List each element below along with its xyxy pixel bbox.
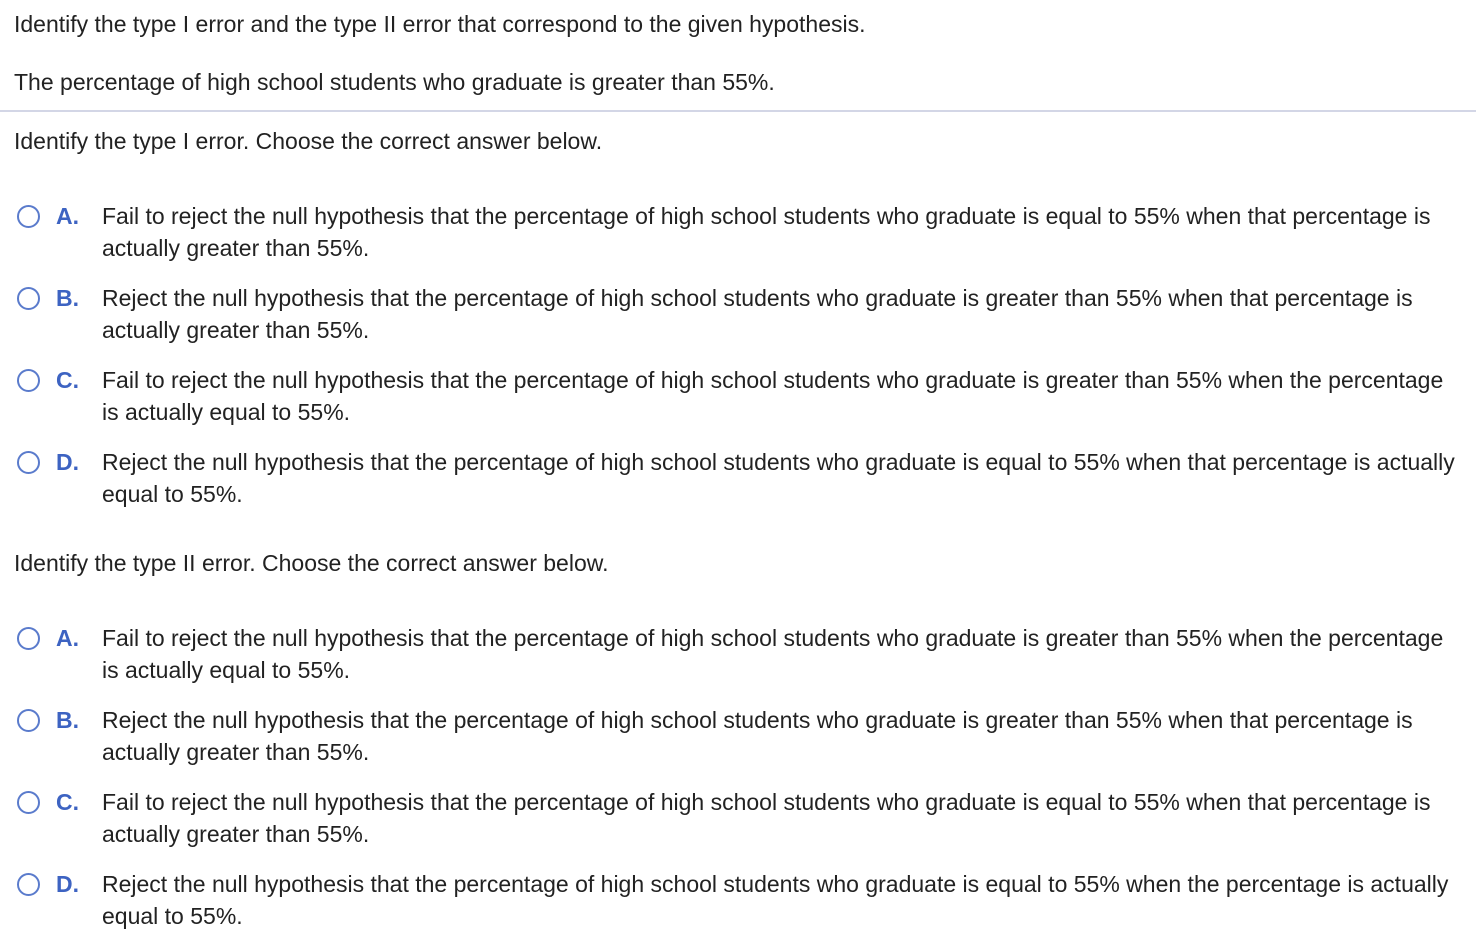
type-i-option-a[interactable] <box>0 200 1476 264</box>
radio-button[interactable] <box>17 287 40 310</box>
divider <box>0 110 1476 112</box>
option-text: Reject the null hypothesis that the percentage of high school students who graduate is greater than 55% when that percentage is actually greater than 55%. <box>102 707 1413 765</box>
option-text: Fail to reject the null hypothesis that the percentage of high school students who graduate is equal to 55% when that percentage is actually greater than 55%. <box>102 789 1431 847</box>
type-ii-option-d[interactable] <box>0 868 1476 932</box>
option-letter: C. <box>56 367 79 393</box>
type-ii-options <box>0 622 1476 932</box>
radio-button[interactable] <box>17 205 40 228</box>
type-i-option-c[interactable] <box>0 364 1476 428</box>
type-ii-option-b[interactable] <box>0 704 1476 768</box>
type-ii-prompt: Identify the type II error. Choose the correct answer below. <box>14 550 609 576</box>
option-text: Reject the null hypothesis that the percentage of high school students who graduate is greater than 55% when that percentage is actually greater than 55%. <box>102 285 1413 343</box>
radio-button[interactable] <box>17 873 40 896</box>
option-text: Fail to reject the null hypothesis that the percentage of high school students who graduate is greater than 55% when the percentage is actually equal to 55%. <box>102 367 1444 425</box>
type-i-option-d[interactable] <box>0 446 1476 510</box>
option-letter: D. <box>56 871 79 897</box>
radio-button[interactable] <box>17 709 40 732</box>
question-header <box>0 0 1476 98</box>
type-ii-error-section <box>0 547 1476 950</box>
type-i-error-section <box>0 125 1476 528</box>
radio-button[interactable] <box>17 627 40 650</box>
question-instruction: Identify the type I error and the type II error that correspond to the given hypothesis. <box>14 11 866 37</box>
radio-button[interactable] <box>17 451 40 474</box>
type-ii-option-c[interactable] <box>0 786 1476 850</box>
option-letter: A. <box>56 625 79 651</box>
type-i-prompt: Identify the type I error. Choose the correct answer below. <box>14 128 603 154</box>
option-text: Fail to reject the null hypothesis that the percentage of high school students who graduate is equal to 55% when that percentage is actually greater than 55%. <box>102 203 1431 261</box>
type-i-option-b[interactable] <box>0 282 1476 346</box>
type-ii-option-a[interactable] <box>0 622 1476 686</box>
option-text: Fail to reject the null hypothesis that the percentage of high school students who graduate is greater than 55% when the percentage is actually equal to 55%. <box>102 625 1444 683</box>
option-letter: B. <box>56 285 79 311</box>
option-text: Reject the null hypothesis that the percentage of high school students who graduate is equal to 55% when that percentage is actually equal to 55%. <box>102 449 1455 507</box>
type-i-options <box>0 200 1476 510</box>
option-letter: B. <box>56 707 79 733</box>
option-text: Reject the null hypothesis that the percentage of high school students who graduate is equal to 55% when the percentage is actually equal to 55%. <box>102 871 1449 929</box>
radio-button[interactable] <box>17 791 40 814</box>
option-letter: A. <box>56 203 79 229</box>
option-letter: D. <box>56 449 79 475</box>
hypothesis-statement: The percentage of high school students who graduate is greater than 55%. <box>14 69 775 95</box>
radio-button[interactable] <box>17 369 40 392</box>
option-letter: C. <box>56 789 79 815</box>
